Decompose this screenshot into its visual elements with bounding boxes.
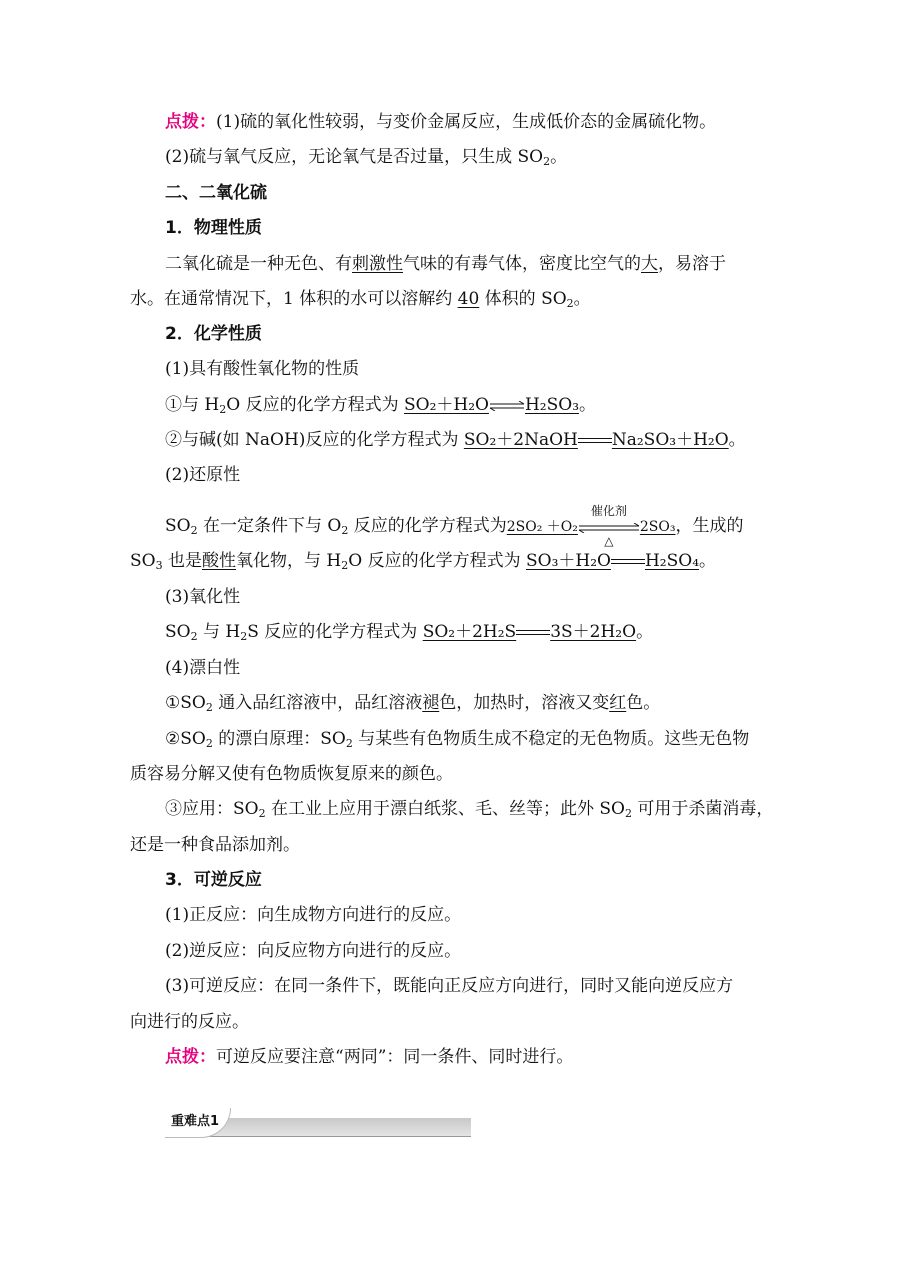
tip-label: 点拨：	[165, 112, 216, 132]
equation-line	[165, 428, 775, 452]
paragraph-line: (2)还原性	[165, 465, 241, 485]
answer-blank: 40	[457, 289, 480, 309]
text-span: 二氧化硫是一种无色、有	[165, 254, 352, 274]
subscript: 2	[205, 701, 213, 714]
text-span: 在工业上应用于漂白纸浆、毛、丝等；此外 SO	[265, 799, 625, 819]
equation-line	[130, 549, 740, 573]
equation-left: SO₂＋H₂O	[403, 395, 489, 415]
equation-right: Na₂SO₃＋H₂O	[611, 430, 729, 450]
paragraph-line	[165, 727, 775, 751]
text-span: ①与 H	[165, 395, 220, 415]
paragraph-line	[165, 797, 775, 821]
text-span: ③应用：SO	[165, 799, 259, 819]
text-span: 可用于杀菌消毒，	[631, 799, 774, 819]
paragraph-line: (3)可逆反应：在同一条件下，既能向正反应方向进行，同时又能向逆反应方	[165, 976, 734, 996]
paragraph-line: 向进行的反应。	[130, 1012, 249, 1032]
text-span: ，生成的	[675, 516, 744, 536]
equation-line	[165, 504, 775, 548]
period: 。	[699, 551, 717, 571]
text-span: 反应的化学方程式为	[348, 516, 507, 536]
equation-right: 3S＋2H₂O	[550, 622, 637, 642]
paragraph-line: (1)具有酸性氧化物的性质	[165, 359, 360, 379]
answer-blank: 褪	[422, 693, 440, 713]
equation-left: SO₃＋H₂O	[525, 551, 611, 571]
equation-answer	[526, 551, 699, 571]
text-span: 色，加热时，溶液又变	[439, 693, 610, 713]
subscript: 2	[190, 630, 198, 643]
text-span: ②SO	[165, 729, 206, 749]
equals-sign-icon	[516, 628, 550, 638]
answer-blank: 刺激性	[352, 254, 403, 274]
text-span: S 反应的化学方程式为	[247, 622, 423, 642]
equation-left: SO₂＋2H₂S	[422, 622, 517, 642]
equation-right: H₂SO₃	[524, 395, 580, 415]
text-span: SO	[165, 516, 191, 536]
equation-line	[165, 393, 775, 417]
tip-text: (1)硫的氧化性较弱，与变价金属反应，生成低价态的金属硫化物。	[216, 112, 717, 132]
period: 。	[579, 395, 597, 415]
subscript: 2	[219, 403, 227, 416]
text-span: O 反应的化学方程式为	[226, 395, 404, 415]
subscript: 2	[205, 737, 213, 750]
equation-answer	[506, 504, 676, 548]
text-span: 体积的 SO	[479, 289, 567, 309]
paragraph-line	[130, 287, 740, 311]
subscript: 2	[240, 630, 248, 643]
section-heading: 二、二氧化硫	[165, 183, 267, 203]
text-span: 与 H	[197, 622, 241, 642]
equation-answer	[404, 395, 579, 415]
reversible-arrow-icon	[489, 401, 525, 411]
text-span: 。	[573, 289, 591, 309]
text-span: 。	[550, 147, 568, 167]
subscript: 2	[566, 297, 574, 310]
text-span: ②与碱(如 NaOH)反应的化学方程式为	[165, 430, 464, 450]
catalytic-arrow	[578, 504, 640, 548]
subsection-heading: 2．化学性质	[165, 324, 262, 344]
key-point-tag: 重难点1	[165, 1108, 231, 1138]
text-span: 的漂白原理：SO	[212, 729, 346, 749]
text-span: 色。	[626, 693, 661, 713]
paragraph-line: (3)氧化性	[165, 587, 241, 607]
subscript: 2	[258, 807, 266, 820]
paragraph-line: (2)逆反应：向反应物方向进行的反应。	[165, 941, 462, 961]
text-span: O 反应的化学方程式为	[348, 551, 526, 571]
paragraph-line: 质容易分解又使有色物质恢复原来的颜色。	[130, 764, 453, 784]
text-span: (2)硫与氧气反应，无论氧气是否过量，只生成 SO	[165, 147, 544, 167]
answer-blank: 酸性	[202, 551, 236, 571]
text-span: SO	[130, 551, 156, 571]
answer-blank: 大	[641, 254, 658, 274]
heat-label: △	[604, 534, 614, 548]
equation-right: H₂SO₄	[644, 551, 700, 571]
subscript: 2	[190, 524, 198, 537]
paragraph-line: (4)漂白性	[165, 658, 241, 678]
text-span: 气味的有毒气体，密度比空气的	[403, 254, 641, 274]
text-span: 与某些有色物质生成不稳定的无色物质。这些无色物	[352, 729, 750, 749]
text-span: ，易溶于	[658, 254, 726, 274]
tip-label: 点拨：	[165, 1047, 216, 1067]
tip-line-2	[165, 1045, 775, 1069]
text-span: 水。在通常情况下，1 体积的水可以溶解约	[130, 289, 458, 309]
tip-line-1	[165, 110, 775, 134]
catalyst-label: 催化剂	[590, 504, 627, 518]
subsection-heading: 1．物理性质	[165, 218, 262, 238]
text-span: 氧化物，与 H	[236, 551, 342, 571]
text-span: 在一定条件下与 O	[197, 516, 342, 536]
paragraph-line: (1)正反应：向生成物方向进行的反应。	[165, 905, 462, 925]
equation-line	[165, 620, 775, 644]
equation-right: 2SO₃	[639, 519, 676, 535]
subscript: 2	[341, 524, 349, 537]
equation-left: SO₂＋2NaOH	[463, 430, 578, 450]
paragraph-line	[165, 691, 775, 715]
subscript: 2	[341, 559, 349, 572]
text-span: SO	[165, 622, 191, 642]
text-span: 通入品红溶液中，品红溶液	[212, 693, 423, 713]
subsection-heading: 3．可逆反应	[165, 870, 262, 890]
equation-answer	[423, 622, 636, 642]
equals-sign-icon	[578, 436, 612, 446]
equation-answer	[464, 430, 729, 450]
equation-left: 2SO₂ ＋O₂	[506, 519, 578, 535]
paragraph-line	[165, 252, 775, 276]
text-span: ①SO	[165, 693, 206, 713]
paragraph-line: 还是一种食品添加剂。	[130, 835, 300, 855]
period: 。	[636, 622, 654, 642]
paragraph-line	[165, 145, 775, 169]
equals-sign-icon	[611, 557, 645, 567]
period: 。	[728, 430, 746, 450]
text-span: 也是	[162, 551, 202, 571]
subscript: 2	[624, 807, 632, 820]
subscript: 2	[345, 737, 353, 750]
subscript: 2	[543, 155, 551, 168]
subscript: 3	[155, 559, 163, 572]
tip-text: 可逆反应要注意“两同”：同一条件、同时进行。	[216, 1047, 574, 1067]
answer-blank: 红	[609, 693, 627, 713]
